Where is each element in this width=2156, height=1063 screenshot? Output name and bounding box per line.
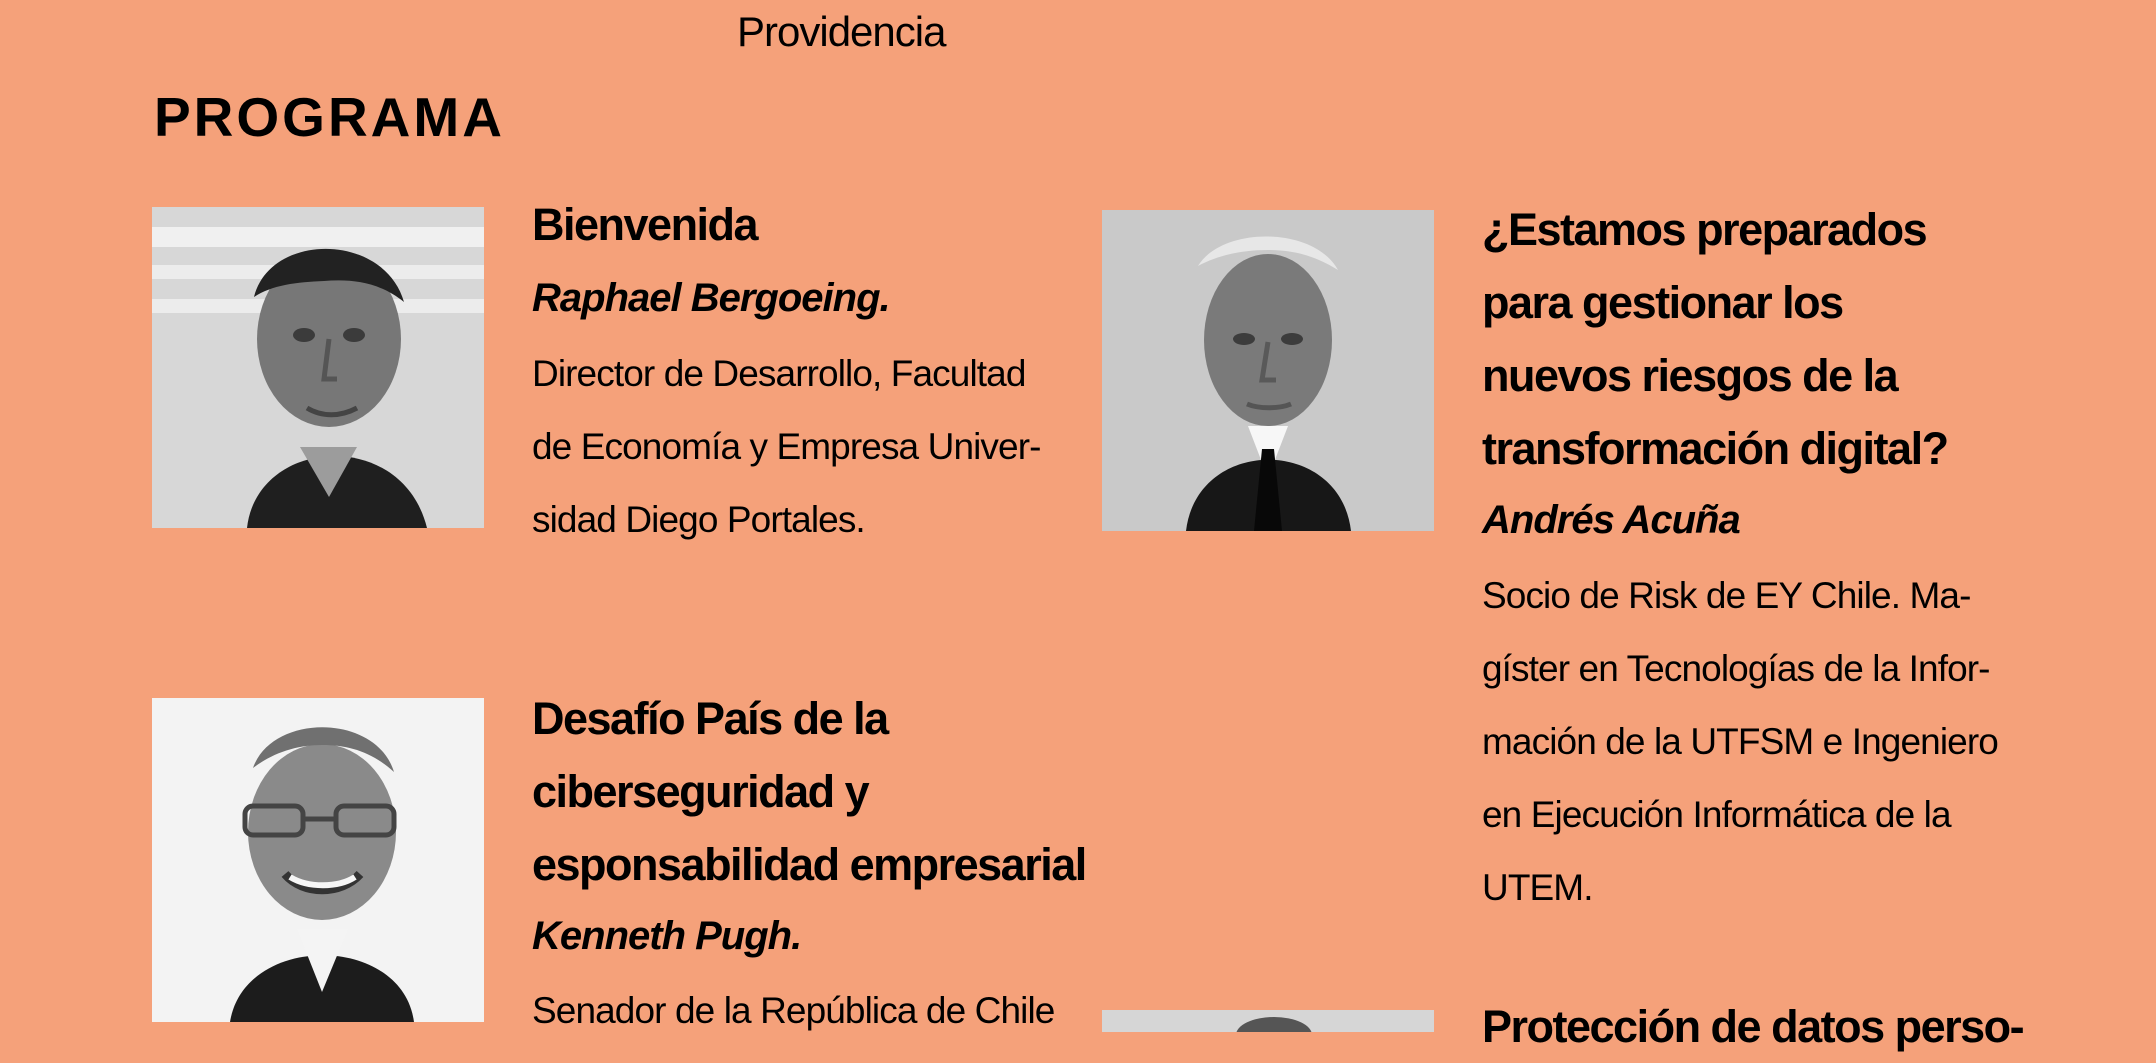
location-text: Providencia [737,8,946,55]
talk-title-3 [532,682,1086,901]
speaker-photo-2 [1102,210,1434,531]
speaker-bio-3 [532,974,1054,1047]
talk-title-line: transformación digital? [1482,423,1948,474]
speaker-bio-line: en Ejecución Informática de la [1482,794,1951,835]
speaker-bio-line: sidad Diego Portales. [532,499,865,540]
talk-title-1: Bienvenida [532,199,758,250]
talk-title-line: esponsabilidad empresarial [532,839,1086,890]
speaker-photo-1 [152,207,484,528]
speaker-bio-line: UTEM. [1482,867,1593,908]
talk-title-line: nuevos riesgos de la [1482,350,1898,401]
speaker-bio-line: gíster en Tecnologías de la Infor- [1482,648,1990,689]
speaker-name-2: Andrés Acuña [1482,498,1740,542]
speaker-bio-1 [532,337,1041,556]
speaker-bio-line: mación de la UTFSM e Ingeniero [1482,721,1998,762]
talk-title-line: Protección de datos perso- [1482,1001,2024,1052]
speaker-name-1: Raphael Bergoeing. [532,276,890,320]
talk-title-4 [1482,990,2023,1063]
speaker-bio-2 [1482,559,1998,924]
talk-title-line: Desafío País de la [532,693,888,744]
speaker-bio-line: Socio de Risk de EY Chile. Ma- [1482,575,1971,616]
speaker-bio-line: Senador de la República de Chile [532,990,1055,1031]
talk-title-2 [1482,193,1948,485]
speaker-photo-3 [152,698,484,1022]
talk-title-line: ciberseguridad y [532,766,869,817]
talk-title-line: para gestionar los [1482,277,1843,328]
speaker-bio-line: de Economía y Empresa Univer- [532,426,1041,467]
speaker-bio-line: Director de Desarrollo, Facultad [532,353,1026,394]
section-title: PROGRAMA [154,86,505,148]
talk-title-line: ¿Estamos preparados [1482,204,1927,255]
speaker-name-3: Kenneth Pugh. [532,914,802,958]
speaker-photo-4 [1102,1010,1434,1032]
